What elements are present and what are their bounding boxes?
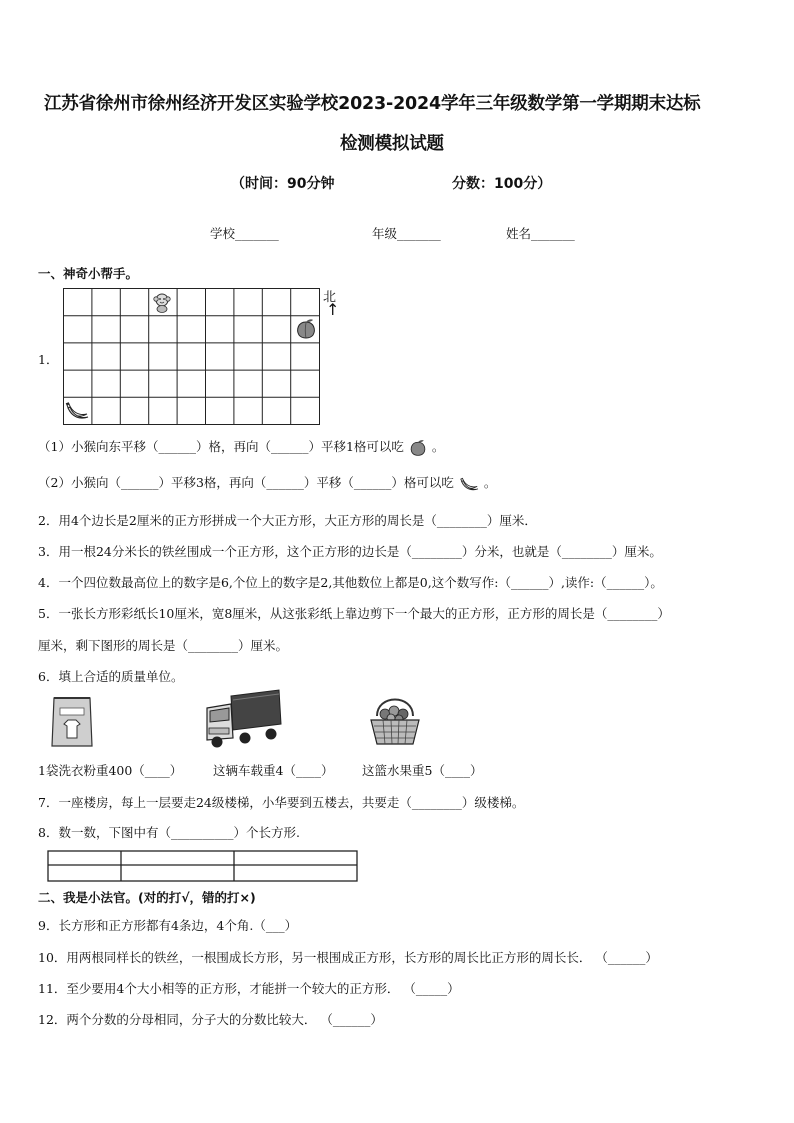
exam-score: 分数：100分） — [452, 176, 552, 192]
q6: 6．填上合适的质量单位。 — [38, 669, 184, 684]
q9: 9．长方形和正方形都有4条边，4个角.（___） — [38, 918, 298, 933]
rectangles-figure — [47, 849, 360, 883]
q5-line1: 5．一张长方形彩纸长10厘米，宽8厘米，从这张彩纸上靠边剪下一个最大的正方形，正方形的周长是（________） — [38, 606, 670, 621]
peach-icon — [294, 318, 318, 340]
q11: 11．至少要用4个大小相等的正方形，才能拼一个较大的正方形． （_____） — [38, 981, 460, 996]
q1-2-end: 。 — [483, 475, 497, 490]
monkey-icon — [151, 291, 173, 313]
name-field[interactable]: 姓名_______ — [506, 226, 575, 241]
section1-heading: 一、神奇小帮手。 — [38, 266, 139, 281]
q1-number: 1． — [38, 352, 59, 367]
banana-icon — [458, 475, 480, 493]
q1-1 — [38, 437, 444, 457]
q6-item3: 这篮水果重5（____） — [362, 763, 483, 778]
north-label: 北 — [323, 290, 337, 305]
q12: 12．两个分数的分母相同，分子大的分数比较大． （______） — [38, 1012, 383, 1027]
exam-time: （时间：90分钟 — [231, 176, 335, 192]
q1-2-text: （2）小猴向（______）平移3格，再向（______）平移（______）格可以吃 — [38, 475, 454, 490]
truck-icon — [201, 688, 285, 750]
banana-icon — [64, 400, 90, 422]
fruit-basket-icon — [367, 688, 423, 748]
q2: 2．用4个边长是2厘米的正方形拼成一个大正方形，大正方形的周长是（________）厘米． — [38, 513, 537, 528]
q1-2 — [38, 473, 496, 493]
q1-1-end: 。 — [431, 439, 445, 454]
q6-item2: 这辆车载重4（____） — [213, 763, 334, 778]
q6-item1: 1袋洗衣粉重400（____） — [38, 763, 183, 778]
q4: 4．一个四位数最高位上的数字是6,个位上的数字是2,其他数位上都是0,这个数写作:（______）,读作:（______）。 — [38, 575, 663, 590]
q3: 3．用一根24分米长的铁丝围成一个正方形，这个正方形的边长是（________）分米，也就是（________）厘米。 — [38, 544, 662, 559]
q7: 7．一座楼房，每上一层要走24级楼梯，小华要到五楼去，共要走（________）级楼梯。 — [38, 795, 525, 810]
school-field[interactable]: 学校_______ — [210, 226, 279, 241]
detergent-bag-icon — [46, 694, 98, 750]
section2-heading: 二、我是小法官。(对的打√，错的打×) — [38, 890, 256, 905]
q8: 8．数一数，下图中有（__________）个长方形. — [38, 825, 300, 840]
q5-line2: 厘米，剩下图形的周长是（________）厘米。 — [38, 638, 289, 653]
translation-grid — [63, 288, 323, 428]
q10: 10．用两根同样长的铁丝，一根围成长方形，另一根围成正方形，长方形的周长比正方形的周长长． （______） — [38, 950, 658, 965]
page-title-line1: 江苏省徐州市徐州经济开发区实验学校2023-2024学年三年级数学第一学期期末达标 — [44, 94, 701, 114]
q1-1-text: （1）小猴向东平移（______）格，再向（______）平移1格可以吃 — [38, 439, 404, 454]
grade-field[interactable]: 年级_______ — [372, 226, 441, 241]
page-title-line2: 检测模拟试题 — [340, 134, 444, 154]
peach-icon — [408, 439, 428, 457]
north-arrow-icon: ↑ — [326, 300, 340, 319]
